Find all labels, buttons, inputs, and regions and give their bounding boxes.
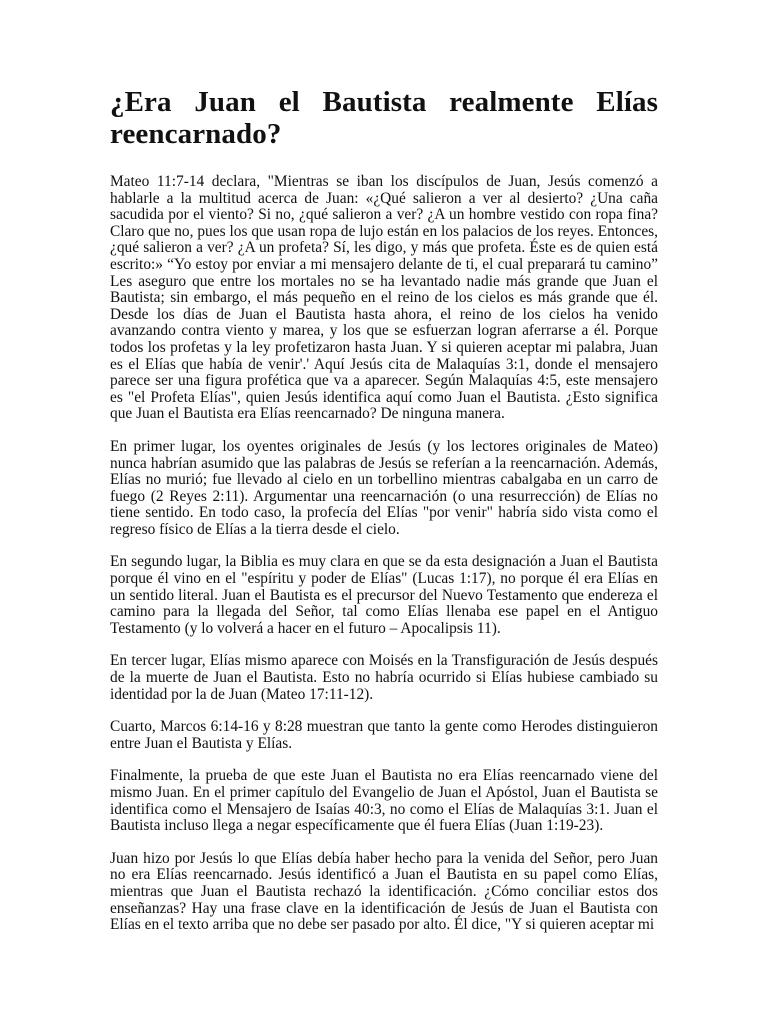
paragraph-cuarto: Cuarto, Marcos 6:14-16 y 8:28 muestran que tanto la gente como Herodes distinguieron entre Juan el Bautista y Elías. bbox=[110, 718, 658, 752]
paragraph-mateo-intro: Mateo 11:7-14 declara, "Mientras se iban los discípulos de Juan, Jesús comenzó a hablarle a la multitud acerca de Juan: «¿Qué salieron a ver al desierto? ¿Una caña sacudida por el viento? Si no, ¿qué salieron a ver? ¿A un hombre vestido con ropa fina? Claro que no, pues los que usan ropa de lujo están en los palacios de los reyes. Entonces, ¿qué salieron a ver? ¿A un profeta? Sí, les digo, y más que profeta. Éste es de quien está escrito:» “Yo estoy por enviar a mi mensajero delante de ti, el cual preparará tu camino” Les aseguro que entre los mortales no se ha levantado nadie más grande que Juan el Bautista; sin embargo, el más pequeño en el reino de los cielos es más grande que él. Desde los días de Juan el Bautista hasta ahora, el reino de los cielos ha venido avanzando contra viento y marea, y los que se esfuerzan logran aferrarse a él. Porque todos los profetas y la ley profetizaron hasta Juan. Y si quieren aceptar mi palabra, Juan es el Elías que había de venir'.' Aquí Jesús cita de Malaquías 3:1, donde el mensajero parece ser una figura profética que va a aparecer. Según Malaquías 4:5, este mensajero es "el Profeta Elías", quien Jesús identifica aquí como Juan el Bautista. ¿Esto significa que Juan el Bautista era Elías reencarnado? De ninguna manera. bbox=[110, 173, 658, 423]
paragraph-segundo-lugar: En segundo lugar, la Biblia es muy clara en que se da esta designación a Juan el Bautista porque él vino en el "espíritu y poder de Elías" (Lucas 1:17), no porque él era Elías en un sentido literal. Juan el Bautista es el precursor del Nuevo Testamento que endereza el camino para la llegada del Señor, tal como Elías llenaba ese papel en el Antiguo Testamento (y lo volverá a hacer en el futuro – Apocalipsis 11). bbox=[110, 553, 658, 637]
paragraph-tercer-lugar: En tercer lugar, Elías mismo aparece con Moisés en la Transfiguración de Jesús después de la muerte de Juan el Bautista. Esto no habría ocurrido si Elías hubiese cambiado su identidad por la de Juan (Mateo 17:11-12). bbox=[110, 652, 658, 703]
document-body bbox=[110, 86, 658, 934]
document-title: ¿Era Juan el Bautista realmente Elías reencarnado? bbox=[110, 86, 658, 150]
paragraph-primer-lugar: En primer lugar, los oyentes originales de Jesús (y los lectores originales de Mateo) nunca habrían asumido que las palabras de Jesús se referían a la reencarnación. Además, Elías no murió; fue llevado al cielo en un torbellino mientras cabalgaba en un carro de fuego (2 Reyes 2:11). Argumentar una reencarnación (o una resurrección) de Elías no tiene sentido. En todo caso, la profecía del Elías "por venir" habría sido vista como el regreso físico de Elías a la tierra desde el cielo. bbox=[110, 437, 658, 538]
paragraph-conclusion: Juan hizo por Jesús lo que Elías debía haber hecho para la venida del Señor, pero Juan no era Elías reencarnado. Jesús identificó a Juan el Bautista en su papel como Elías, mientras que Juan el Bautista rechazó la identificación. ¿Cómo conciliar estos dos enseñanzas? Hay una frase clave en la identificación de Jesús de Juan el Bautista con Elías en el texto arriba que no debe ser pasado por alto. Él dice, "Y si quieren aceptar mi bbox=[110, 849, 658, 934]
paragraph-finalmente: Finalmente, la prueba de que este Juan el Bautista no era Elías reencarnado viene del mismo Juan. En el primer capítulo del Evangelio de Juan el Apóstol, Juan el Bautista se identifica como el Mensajero de Isaías 40:3, no como el Elías de Malaquías 3:1. Juan el Bautista incluso llega a negar específicamente que él fuera Elías (Juan 1:19-23). bbox=[110, 767, 658, 835]
